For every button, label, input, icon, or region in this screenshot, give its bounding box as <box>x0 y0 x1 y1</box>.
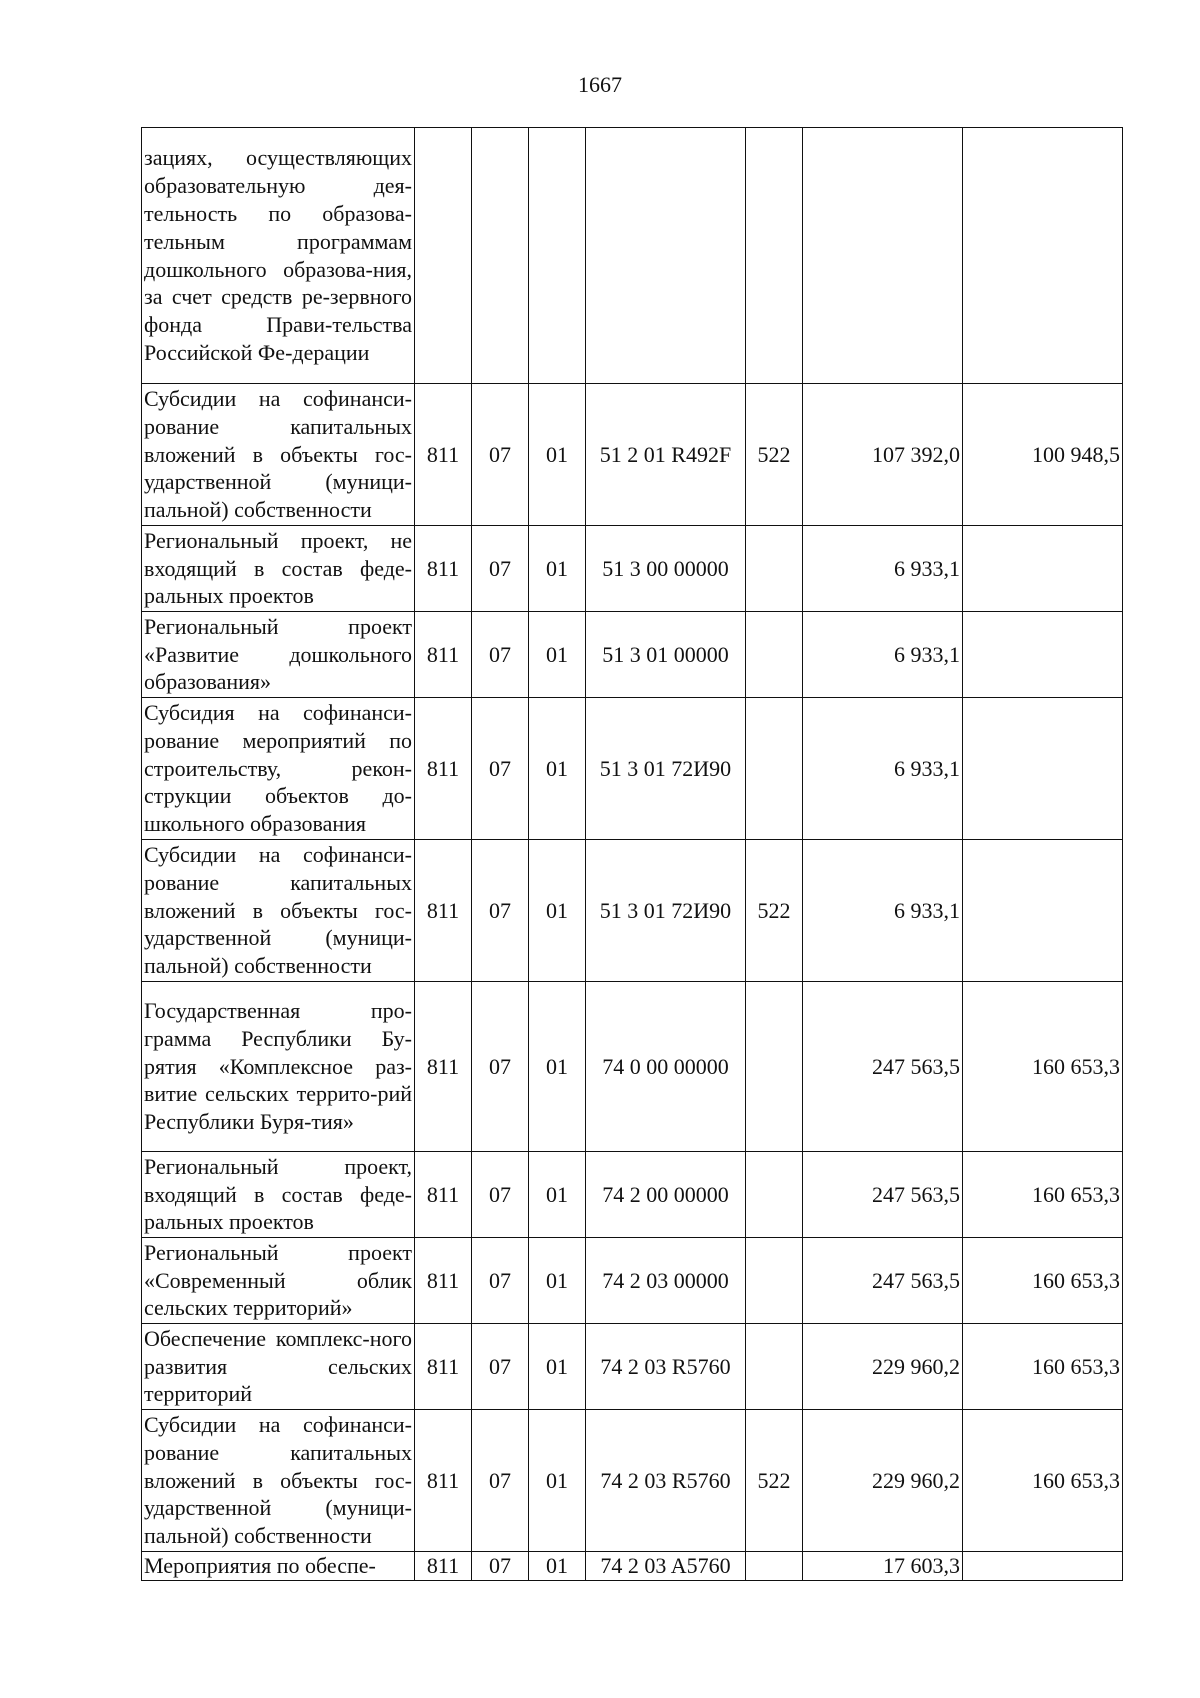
amount-year-2-cell: 100 948,5 <box>963 384 1123 526</box>
expense-type-code-cell: 522 <box>746 840 803 982</box>
target-item-code-cell: 74 2 03 R5760 <box>586 1410 746 1552</box>
target-item-code-cell: 51 3 01 00000 <box>586 612 746 698</box>
budget-table <box>141 127 1123 1581</box>
ministry-code-cell: 811 <box>415 1152 472 1238</box>
target-item-code-cell: 74 0 00 00000 <box>586 982 746 1152</box>
amount-year-2-cell <box>963 612 1123 698</box>
amount-year-1-cell: 229 960,2 <box>803 1410 963 1552</box>
ministry-code-cell: 811 <box>415 840 472 982</box>
page-number: 1667 <box>578 72 622 97</box>
subsection-code-cell: 01 <box>529 1552 586 1581</box>
table-row <box>142 612 1123 698</box>
target-item-code-cell: 51 3 01 72И90 <box>586 840 746 982</box>
ministry-code-cell <box>415 128 472 384</box>
amount-year-1-cell: 229 960,2 <box>803 1324 963 1410</box>
subsection-code-cell: 01 <box>529 840 586 982</box>
ministry-code-cell: 811 <box>415 526 472 612</box>
target-item-code-cell: 74 2 03 00000 <box>586 1238 746 1324</box>
amount-year-2-cell: 160 653,3 <box>963 1238 1123 1324</box>
item-name-cell: Субсидии на софинанси-рование капитальных вложений в объекты гос-ударственной (муници-пальной) собственности <box>142 1410 415 1552</box>
table-row <box>142 128 1123 384</box>
subsection-code-cell <box>529 128 586 384</box>
table-body <box>142 128 1123 1581</box>
table-row <box>142 698 1123 840</box>
table-row <box>142 1552 1123 1581</box>
table-row <box>142 384 1123 526</box>
ministry-code-cell: 811 <box>415 1324 472 1410</box>
item-name-cell: Государственная про-грамма Республики Бу-рятия «Комплексное раз-витие сельских террито-рий Республики Буря-тия» <box>142 982 415 1152</box>
expense-type-code-cell: 522 <box>746 384 803 526</box>
table-row <box>142 526 1123 612</box>
section-code-cell: 07 <box>472 612 529 698</box>
section-code-cell: 07 <box>472 982 529 1152</box>
expense-type-code-cell <box>746 1552 803 1581</box>
target-item-code-cell: 74 2 03 A5760 <box>586 1552 746 1581</box>
ministry-code-cell: 811 <box>415 1410 472 1552</box>
section-code-cell: 07 <box>472 1324 529 1410</box>
expense-type-code-cell <box>746 982 803 1152</box>
ministry-code-cell: 811 <box>415 982 472 1152</box>
amount-year-2-cell <box>963 840 1123 982</box>
expense-type-code-cell <box>746 698 803 840</box>
subsection-code-cell: 01 <box>529 384 586 526</box>
expense-type-code-cell: 522 <box>746 1410 803 1552</box>
ministry-code-cell: 811 <box>415 698 472 840</box>
table-row <box>142 982 1123 1152</box>
item-name-cell: Мероприятия по обеспе- <box>142 1552 415 1581</box>
expense-type-code-cell <box>746 612 803 698</box>
section-code-cell: 07 <box>472 1410 529 1552</box>
item-name-cell: Обеспечение комплекс-ного развития сельских территорий <box>142 1324 415 1410</box>
target-item-code-cell: 51 2 01 R492F <box>586 384 746 526</box>
table-row <box>142 1410 1123 1552</box>
section-code-cell <box>472 128 529 384</box>
amount-year-1-cell <box>803 128 963 384</box>
subsection-code-cell: 01 <box>529 982 586 1152</box>
table-row <box>142 1152 1123 1238</box>
section-code-cell: 07 <box>472 384 529 526</box>
target-item-code-cell <box>586 128 746 384</box>
amount-year-2-cell: 160 653,3 <box>963 1324 1123 1410</box>
expense-type-code-cell <box>746 128 803 384</box>
item-name-cell: Субсидии на софинанси-рование капитальных вложений в объекты гос-ударственной (муници-пальной) собственности <box>142 840 415 982</box>
subsection-code-cell: 01 <box>529 612 586 698</box>
ministry-code-cell: 811 <box>415 612 472 698</box>
item-name-cell: Субсидия на софинанси-рование мероприятий по строительству, рекон-струкции объектов до-школьного образования <box>142 698 415 840</box>
item-name-cell: Региональный проект, входящий в состав феде-ральных проектов <box>142 1152 415 1238</box>
subsection-code-cell: 01 <box>529 1152 586 1238</box>
expense-type-code-cell <box>746 526 803 612</box>
ministry-code-cell: 811 <box>415 1552 472 1581</box>
target-item-code-cell: 51 3 00 00000 <box>586 526 746 612</box>
target-item-code-cell: 51 3 01 72И90 <box>586 698 746 840</box>
amount-year-2-cell <box>963 1552 1123 1581</box>
table-row <box>142 840 1123 982</box>
item-name-cell: Региональный проект «Современный облик сельских территорий» <box>142 1238 415 1324</box>
target-item-code-cell: 74 2 03 R5760 <box>586 1324 746 1410</box>
ministry-code-cell: 811 <box>415 1238 472 1324</box>
amount-year-2-cell <box>963 526 1123 612</box>
amount-year-1-cell: 247 563,5 <box>803 1152 963 1238</box>
subsection-code-cell: 01 <box>529 698 586 840</box>
expense-type-code-cell <box>746 1324 803 1410</box>
item-name-cell: Региональный проект «Развитие дошкольного образования» <box>142 612 415 698</box>
table-row <box>142 1324 1123 1410</box>
section-code-cell: 07 <box>472 840 529 982</box>
subsection-code-cell: 01 <box>529 1238 586 1324</box>
amount-year-1-cell: 6 933,1 <box>803 526 963 612</box>
target-item-code-cell: 74 2 00 00000 <box>586 1152 746 1238</box>
ministry-code-cell: 811 <box>415 384 472 526</box>
amount-year-1-cell: 6 933,1 <box>803 612 963 698</box>
amount-year-1-cell: 247 563,5 <box>803 1238 963 1324</box>
amount-year-2-cell: 160 653,3 <box>963 1410 1123 1552</box>
amount-year-1-cell: 107 392,0 <box>803 384 963 526</box>
expense-type-code-cell <box>746 1152 803 1238</box>
section-code-cell: 07 <box>472 1238 529 1324</box>
item-name-cell: зациях, осуществляющих образовательную дея-тельность по образова-тельным программам дошкольного образова-ния, за счет средств ре-зервного фонда Прави-тельства Российской Фе-дерации <box>142 128 415 384</box>
amount-year-2-cell: 160 653,3 <box>963 982 1123 1152</box>
section-code-cell: 07 <box>472 526 529 612</box>
amount-year-1-cell: 247 563,5 <box>803 982 963 1152</box>
amount-year-2-cell <box>963 128 1123 384</box>
amount-year-1-cell: 6 933,1 <box>803 840 963 982</box>
table-row <box>142 1238 1123 1324</box>
item-name-cell: Субсидии на софинанси-рование капитальных вложений в объекты гос-ударственной (муници-пальной) собственности <box>142 384 415 526</box>
subsection-code-cell: 01 <box>529 526 586 612</box>
section-code-cell: 07 <box>472 698 529 840</box>
amount-year-1-cell: 6 933,1 <box>803 698 963 840</box>
amount-year-2-cell <box>963 698 1123 840</box>
subsection-code-cell: 01 <box>529 1410 586 1552</box>
section-code-cell: 07 <box>472 1152 529 1238</box>
expense-type-code-cell <box>746 1238 803 1324</box>
section-code-cell: 07 <box>472 1552 529 1581</box>
subsection-code-cell: 01 <box>529 1324 586 1410</box>
amount-year-1-cell: 17 603,3 <box>803 1552 963 1581</box>
amount-year-2-cell: 160 653,3 <box>963 1152 1123 1238</box>
item-name-cell: Региональный проект, не входящий в состав феде-ральных проектов <box>142 526 415 612</box>
